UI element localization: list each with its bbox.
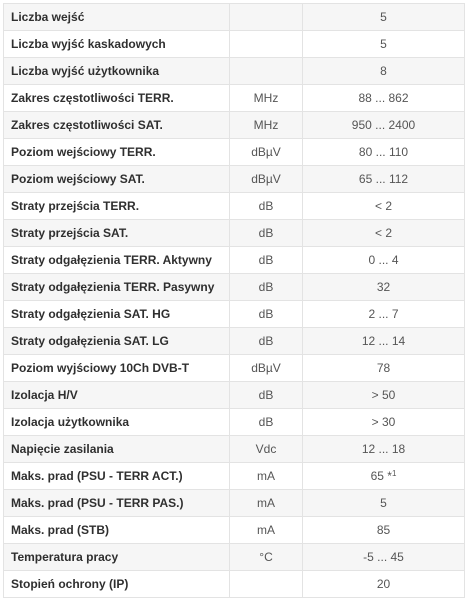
value-text: 32 xyxy=(376,280,391,294)
unit-cell: dBµV xyxy=(230,166,303,193)
value-cell xyxy=(303,301,465,328)
value-text: 2 ... 7 xyxy=(368,307,399,321)
unit-cell: MHz xyxy=(230,112,303,139)
table-row xyxy=(4,517,465,544)
table-row xyxy=(4,571,465,598)
parameter-name-cell: Temperatura pracy xyxy=(4,544,230,571)
value-cell xyxy=(303,220,465,247)
table-row xyxy=(4,355,465,382)
parameter-name-cell: Zakres częstotliwości SAT. xyxy=(4,112,230,139)
parameter-name-cell: Maks. prad (PSU - TERR ACT.) xyxy=(4,463,230,490)
value-text: 65 * xyxy=(370,469,392,483)
parameter-name-cell: Poziom wejściowy SAT. xyxy=(4,166,230,193)
spec-table xyxy=(3,3,465,598)
value-text: 5 xyxy=(380,10,387,24)
value-text: 80 ... 110 xyxy=(358,145,409,159)
value-text: 8 xyxy=(380,64,387,78)
table-row xyxy=(4,382,465,409)
unit-cell: dB xyxy=(230,382,303,409)
table-row xyxy=(4,274,465,301)
value-text: 0 ... 4 xyxy=(368,253,399,267)
table-row xyxy=(4,436,465,463)
unit-cell: dBµV xyxy=(230,355,303,382)
unit-cell: dB xyxy=(230,409,303,436)
table-row xyxy=(4,463,465,490)
parameter-name-cell: Liczba wyjść kaskadowych xyxy=(4,31,230,58)
table-row xyxy=(4,4,465,31)
unit-cell: dB xyxy=(230,220,303,247)
parameter-name-cell: Liczba wyjść użytkownika xyxy=(4,58,230,85)
value-text: > 50 xyxy=(371,388,396,402)
unit-cell: °C xyxy=(230,544,303,571)
value-cell xyxy=(303,463,465,490)
table-row xyxy=(4,166,465,193)
table-row xyxy=(4,58,465,85)
unit-cell xyxy=(230,31,303,58)
table-row xyxy=(4,220,465,247)
value-text: 12 ... 14 xyxy=(361,334,406,348)
table-row xyxy=(4,31,465,58)
table-row xyxy=(4,85,465,112)
value-text: 12 ... 18 xyxy=(361,442,406,456)
value-text: 950 ... 2400 xyxy=(351,118,416,132)
value-cell xyxy=(303,166,465,193)
spec-table-body xyxy=(4,4,465,598)
table-row xyxy=(4,328,465,355)
unit-cell xyxy=(230,4,303,31)
table-row xyxy=(4,247,465,274)
unit-cell xyxy=(230,571,303,598)
value-cell xyxy=(303,436,465,463)
value-text: 5 xyxy=(380,496,387,510)
unit-cell: mA xyxy=(230,517,303,544)
parameter-name-cell: Straty odgałęzienia SAT. HG xyxy=(4,301,230,328)
unit-cell: dB xyxy=(230,301,303,328)
unit-cell: dB xyxy=(230,274,303,301)
table-row xyxy=(4,409,465,436)
value-cell xyxy=(303,328,465,355)
value-text: 5 xyxy=(380,37,387,51)
table-row xyxy=(4,544,465,571)
parameter-name-cell: Zakres częstotliwości TERR. xyxy=(4,85,230,112)
unit-cell xyxy=(230,58,303,85)
parameter-name-cell: Maks. prad (PSU - TERR PAS.) xyxy=(4,490,230,517)
parameter-name-cell: Straty przejścia TERR. xyxy=(4,193,230,220)
unit-cell: Vdc xyxy=(230,436,303,463)
value-cell xyxy=(303,112,465,139)
value-text: > 30 xyxy=(371,415,396,429)
value-cell xyxy=(303,193,465,220)
value-text: 88 ... 862 xyxy=(358,91,409,105)
parameter-name-cell: Straty odgałęzienia TERR. Aktywny xyxy=(4,247,230,274)
parameter-name-cell: Liczba wejść xyxy=(4,4,230,31)
parameter-name-cell: Straty odgałęzienia SAT. LG xyxy=(4,328,230,355)
table-row xyxy=(4,139,465,166)
parameter-name-cell: Stopień ochrony (IP) xyxy=(4,571,230,598)
value-cell xyxy=(303,58,465,85)
unit-cell: dB xyxy=(230,328,303,355)
table-row xyxy=(4,193,465,220)
value-cell xyxy=(303,517,465,544)
unit-cell: MHz xyxy=(230,85,303,112)
value-cell xyxy=(303,490,465,517)
parameter-name-cell: Napięcie zasilania xyxy=(4,436,230,463)
value-cell xyxy=(303,139,465,166)
parameter-name-cell: Izolacja użytkownika xyxy=(4,409,230,436)
value-text: 85 xyxy=(376,523,391,537)
value-cell xyxy=(303,274,465,301)
value-cell xyxy=(303,85,465,112)
value-cell xyxy=(303,4,465,31)
parameter-name-cell: Straty przejścia SAT. xyxy=(4,220,230,247)
parameter-name-cell: Poziom wejściowy TERR. xyxy=(4,139,230,166)
unit-cell: dBµV xyxy=(230,139,303,166)
parameter-name-cell: Izolacja H/V xyxy=(4,382,230,409)
unit-cell: mA xyxy=(230,463,303,490)
value-text: < 2 xyxy=(374,226,392,240)
table-row xyxy=(4,301,465,328)
value-cell xyxy=(303,247,465,274)
unit-cell: mA xyxy=(230,490,303,517)
value-cell xyxy=(303,382,465,409)
value-text: -5 ... 45 xyxy=(363,550,404,564)
table-row xyxy=(4,490,465,517)
parameter-name-cell: Maks. prad (STB) xyxy=(4,517,230,544)
value-cell xyxy=(303,31,465,58)
value-text: 20 xyxy=(376,577,391,591)
value-cell xyxy=(303,544,465,571)
footnote-marker: 1 xyxy=(391,469,397,478)
value-cell xyxy=(303,355,465,382)
value-cell xyxy=(303,409,465,436)
value-cell xyxy=(303,571,465,598)
value-text: < 2 xyxy=(374,199,392,213)
value-text: 65 ... 112 xyxy=(358,172,409,186)
unit-cell: dB xyxy=(230,247,303,274)
parameter-name-cell: Straty odgałęzienia TERR. Pasywny xyxy=(4,274,230,301)
table-row xyxy=(4,112,465,139)
parameter-name-cell: Poziom wyjściowy 10Ch DVB-T xyxy=(4,355,230,382)
value-text: 78 xyxy=(376,361,391,375)
unit-cell: dB xyxy=(230,193,303,220)
